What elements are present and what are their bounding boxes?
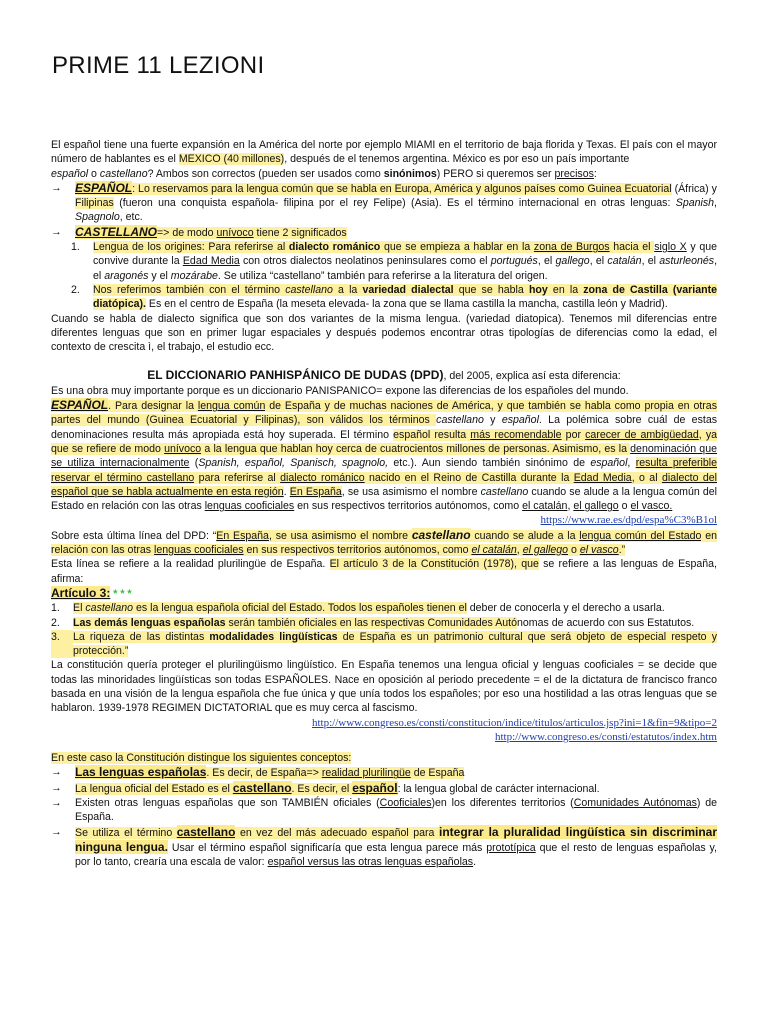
concept-4: → Se utiliza el término castellano en vez del más adecuado español para integrar la pluralidad lingüística sin discriminar ninguna lengua. Usar el término español significaría que esta lengua parece más prototípica que el resto de lenguas españolas y, por lo tanto, crearía una escala de valor: español versus las otras lenguas españolas. bbox=[51, 824, 717, 869]
castellano-meaning-1: 1. Lengua de los origines: Para referirse al dialecto románico que se empieza a hablar en la zona de Burgos hacia el siglo X y que convive durante la Edad Media con otros dialectos neolatinos peninsulares como el portugués, el gallego, el catalán, el asturleonés, el aragonés y el mozárabe. Se utiliza “castellano” también para referirse a la literatura del origen. bbox=[71, 241, 718, 282]
dialect-paragraph: Cuando se habla de dialecto significa que son dos variantes de la misma lengua. (variedad diatopica). Tenemos mil diferencias entre diferentes lenguas que son en primer lugar espaciales y después podemos encontrar otras tipologías de diferencias como la edad, el contexto de crescita ì, el trabajo, el estudio ecc. bbox=[51, 312, 717, 354]
concepts-intro: En este caso la Constitución distingue los siguientes conceptos: bbox=[51, 752, 352, 765]
rae-link[interactable]: https://www.rae.es/dpd/espa%C3%B1ol bbox=[540, 514, 717, 527]
question-paragraph: español o castellano? Ambos son correctos (pueden ser usados como sinónimos) PERO si queremos ser precisos: bbox=[51, 167, 597, 180]
document-body bbox=[51, 138, 717, 870]
arrow-icon: → bbox=[51, 181, 62, 194]
castellano-meaning-2: 2. Nos referimos también con el término castellano a la variedad dialectal que se habla hoy en la zona de Castilla (variante diatópica). Es en el centro de España (la meseta elevada- la zona que se llama castilla la mancha, castilla león y Madrid). bbox=[71, 283, 718, 311]
concept-1: → Las lenguas españolas. Es decir, de España=> realidad plurilingüe de España bbox=[51, 765, 465, 780]
espanol-bullet: → ESPAÑOL: Lo reservamos para la lengua común que se habla en Europa, América y algunos países como Guinea Ecuatorial (África) y Filipinas (fueron una conquista española- filipina por el rey Felipe) (Asia). Es el término internacional en otras lenguas: Spanish, Spagnolo, etc. bbox=[51, 180, 717, 224]
article-item-2: 2. Las demás lenguas españolas serán también oficiales en las respectivas Comunidades Autónomas de acuerdo con sus Estatutos. bbox=[51, 616, 695, 629]
congreso-constitution-link[interactable]: http://www.congreso.es/consti/constitucion/indice/titulos/articulos.jsp?ini=1&fin=9&tipo=2 bbox=[312, 716, 717, 729]
congreso-link-line-1 bbox=[51, 716, 717, 730]
concept-2: → La lengua oficial del Estado es el castellano. Es decir, el español: la lengua global de carácter internacional. bbox=[51, 780, 600, 795]
rae-link-line bbox=[51, 513, 717, 527]
mexico-highlight: MEXICO (40 millones) bbox=[178, 153, 285, 166]
dpd-quote: ESPAÑOL. Para designar la lengua común de España y de muchas naciones de América, y que también se habla como propia en otras partes del mundo (Guinea Ecuatorial y Filipinas), son válidos los términos castellano y español. La polémica sobre cuál de estas denominaciones resulta más apropiada está hoy superada. El término español resulta más recomendable por carecer de ambigüedad, ya que se refiere de modo unívoco a la lengua que hablan hoy cerca de cuatrocientos millones de personas. Asimismo, es la denominación que se utiliza internacionalmente (Spanish, español, Spanisch, spagnolo, etc.). Aun siendo también sinónimo de español, resulta preferible reservar el término castellano para referirse al dialecto románico nacido en el Reino de Castilla durante la Edad Media, o al dialecto del español que se habla actualmente en esta región. En España, se usa asimismo el nombre castellano cuando se alude a la lengua común del Estado en relación con las otras lenguas cooficiales en sus respectivos territorios autónomos, como el catalán, el gallego o el vasco. bbox=[51, 398, 718, 513]
arrow-icon: → bbox=[51, 781, 62, 794]
dpd-intro: Es una obra muy importante porque es un diccionario PANISPANICO= expone las diferencias de los españoles del mundo. bbox=[51, 384, 629, 397]
congreso-link-line-2 bbox=[51, 730, 717, 744]
arrow-icon: → bbox=[51, 825, 62, 838]
page-title: PRIME 11 LEZIONI bbox=[52, 52, 265, 79]
congreso-estatutos-link[interactable]: http://www.congreso.es/consti/estatutos/index.htm bbox=[494, 730, 717, 743]
arrow-icon: → bbox=[51, 225, 62, 238]
dpd-last-line: Sobre esta última línea del DPD: “En España, se usa asimismo el nombre castellano cuando se alude a la lengua común del Estado en relación con las otras lenguas cooficiales en sus respectivos territorios autónomos, como el catalán, el gallego o el vasco.” bbox=[51, 527, 717, 557]
arrow-icon: → bbox=[51, 797, 62, 810]
concept-3: → Existen otras lenguas españolas que son TAMBIÉN oficiales (Cooficiales)en los diferentes territorios (Comunidades Autónomas) de España. bbox=[51, 797, 717, 824]
dpd-heading: EL DICCIONARIO PANHISPÁNICO DE DUDAS (DPD), del 2005, explica así esta diferencia: bbox=[147, 368, 621, 383]
castellano-bullet: → CASTELLANO=> de modo unívoco tiene 2 significados bbox=[51, 224, 347, 239]
arrow-icon: → bbox=[51, 766, 62, 779]
constitution-paragraph: La constitución quería proteger el plurilingüismo lingüístico. En España tenemos una lengua oficial y lenguas cooficiales = se decide que todas las minoridades lingüísticas son todas ESPAÑOLES. Nace en oposición al periodo precedente = el de la dictatura de francisco franco basada en una visión de la lengua española che fue única y que unía todos los españoles; por eso una hostilidad a las otras lenguas que se hablaron. 1939-1978 REGIMEN DICTATORIAL que es muy cerca al fascismo. bbox=[51, 659, 717, 715]
article-item-3: 3. La riqueza de las distintas modalidades lingüísticas de España es un patrimonio cultural que será objeto de especial respeto y protección.” bbox=[51, 630, 718, 658]
article-item-1: 1. El castellano es la lengua española oficial del Estado. Todos los españoles tienen el deber de conocerla y el derecho a usarla. bbox=[51, 602, 665, 615]
intro-paragraph: El español tiene una fuerte expansión en la América del norte por ejemplo MIAMI en el territorio de baja florida y Texas. El país con el mayor número de hablantes es el MEXICO (40 millones), después de el tenemos argentina. México es por eso un país importante bbox=[51, 139, 717, 166]
plurilingual-paragraph: Esta línea se refiere a la realidad plurilingüe de España. El artículo 3 de la Constitución (1978), que se refiere a las lenguas de España, afirma: bbox=[51, 558, 717, 585]
articulo-3-heading: Artículo 3: * * * bbox=[51, 585, 132, 600]
